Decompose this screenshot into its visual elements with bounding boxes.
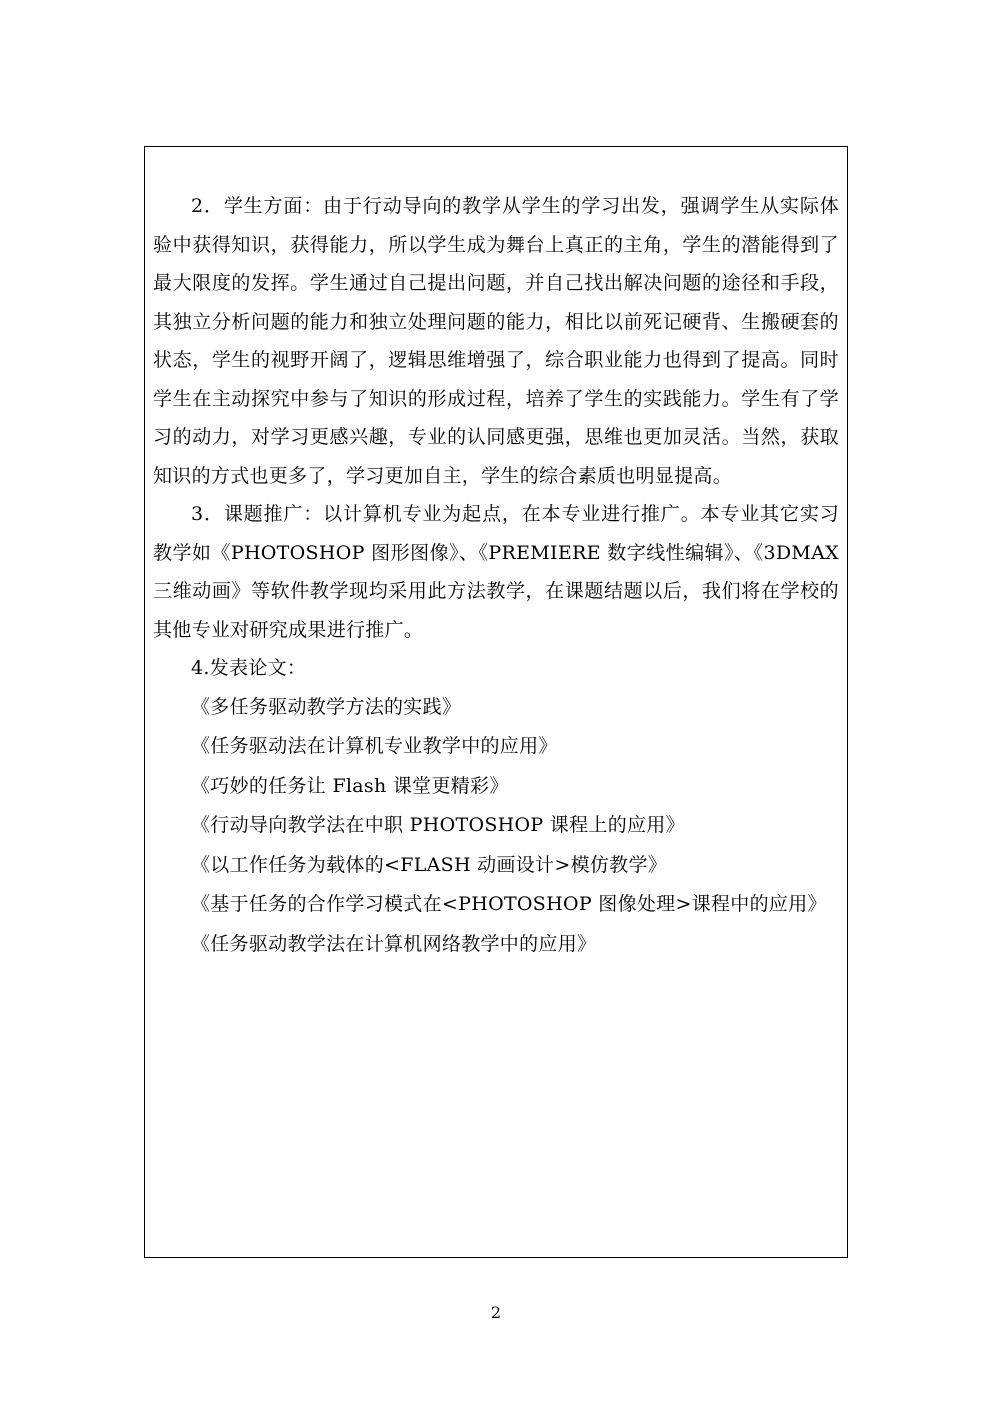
publication-item: 《以工作任务为载体的<FLASH 动画设计>模仿教学》 [191,853,668,876]
document-frame [144,146,848,1258]
publication-item: 《巧妙的任务让 Flash 课堂更精彩》 [191,774,509,797]
page-number: 2 [490,1303,502,1322]
publication-item: 《行动导向教学法在中职 PHOTOSHOP 课程上的应用》 [191,814,685,836]
publication-list [153,688,839,965]
paragraph-students: 2．学生方面：由于行动导向的教学从学生的学习出发，强调学生从实际体验中获得知识，获得能力，所以学生成为舞台上真正的主角，学生的潜能得到了最大限度的发挥。学生通过自己提出问题，并自己找出解决问题的途径和手段，其独立分析问题的能力和独立处理问题的能力，相比以前死记硬背、生搬硬套的状态，学生的视野开阔了，逻辑思维增强了，综合职业能力也得到了提高。同时学生在主动探究中参与了知识的形成过程，培养了学生的实践能力。学生有了学习的动力，对学习更感兴趣，专业的认同感更强，思维也更加灵活。当然，获取知识的方式也更多了，学习更加自主，学生的综合素质也明显提高。 [153,195,839,487]
publication-item: 《任务驱动教学法在计算机网络教学中的应用》 [191,932,597,955]
paragraph-promotion: 3．课题推广：以计算机专业为起点，在本专业进行推广。本专业其它实习教学如《PHOTOSHOP 图形图像》、《PREMIERE 数字线性编辑》、《3DMAX 三维动画》等软件教学现均采用此方法教学，在课题结题以后，我们将在学校的其他专业对研究成果进行推广。 [153,503,839,641]
paragraph-publications-heading: 4.发表论文： [191,657,307,679]
publication-item: 《任务驱动法在计算机专业教学中的应用》 [191,735,558,757]
publication-item: 《基于任务的合作学习模式在<PHOTOSHOP 图像处理>课程中的应用》 [191,893,827,915]
document-content [153,187,839,964]
publication-item: 《多任务驱动教学方法的实践》 [191,695,462,718]
